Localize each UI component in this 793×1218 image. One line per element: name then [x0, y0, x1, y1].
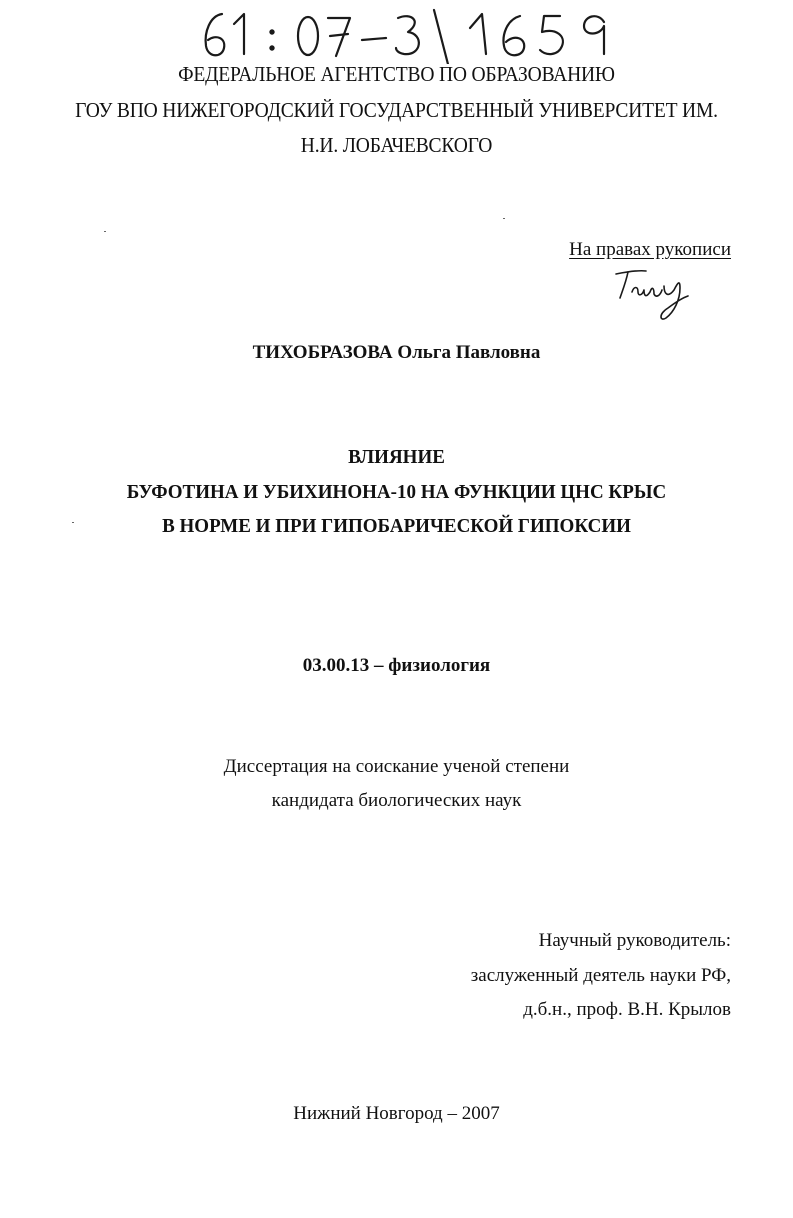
scan-speck [503, 218, 505, 219]
university-name-line2: Н.И. ЛОБАЧЕВСКОГО [300, 133, 493, 157]
signature-icon [612, 266, 702, 322]
specialty-code: 03.00.13 – физиология [302, 655, 491, 676]
degree-line1: Диссертация на соискание ученой степени [223, 756, 570, 777]
dissertation-title-line3: В НОРМЕ И ПРИ ГИПОБАРИЧЕСКОЙ ГИПОКСИИ [162, 515, 631, 537]
supervisor-label: Научный руководитель: [538, 930, 731, 951]
author-surname: ТИХОБРАЗОВА [252, 342, 393, 363]
handwritten-code-icon [200, 2, 640, 64]
signature [612, 266, 702, 322]
city-year: Нижний Новгород – 2007 [293, 1103, 500, 1124]
manuscript-rights-label: На правах рукописи [569, 239, 731, 260]
dissertation-title-line2: БУФОТИНА И УБИХИНОНА-10 НА ФУНКЦИИ ЦНС КРЫС [126, 481, 667, 503]
dissertation-title-line1: ВЛИЯНИЕ [348, 446, 445, 468]
author-given-names: Ольга Павловна [397, 342, 541, 363]
supervisor-name: д.б.н., проф. В.Н. Крылов [523, 999, 731, 1020]
scan-speck [104, 231, 106, 232]
author-name [0, 342, 793, 364]
degree-line2: кандидата биологических наук [271, 790, 522, 811]
handwritten-archive-code [200, 2, 640, 64]
university-name-line1: ГОУ ВПО НИЖЕГОРОДСКИЙ ГОСУДАРСТВЕННЫЙ УНИВЕРСИТЕТ ИМ. [75, 98, 718, 122]
agency-name: ФЕДЕРАЛЬНОЕ АГЕНТСТВО ПО ОБРАЗОВАНИЮ [178, 62, 615, 86]
supervisor-title: заслуженный деятель науки РФ, [470, 965, 731, 986]
